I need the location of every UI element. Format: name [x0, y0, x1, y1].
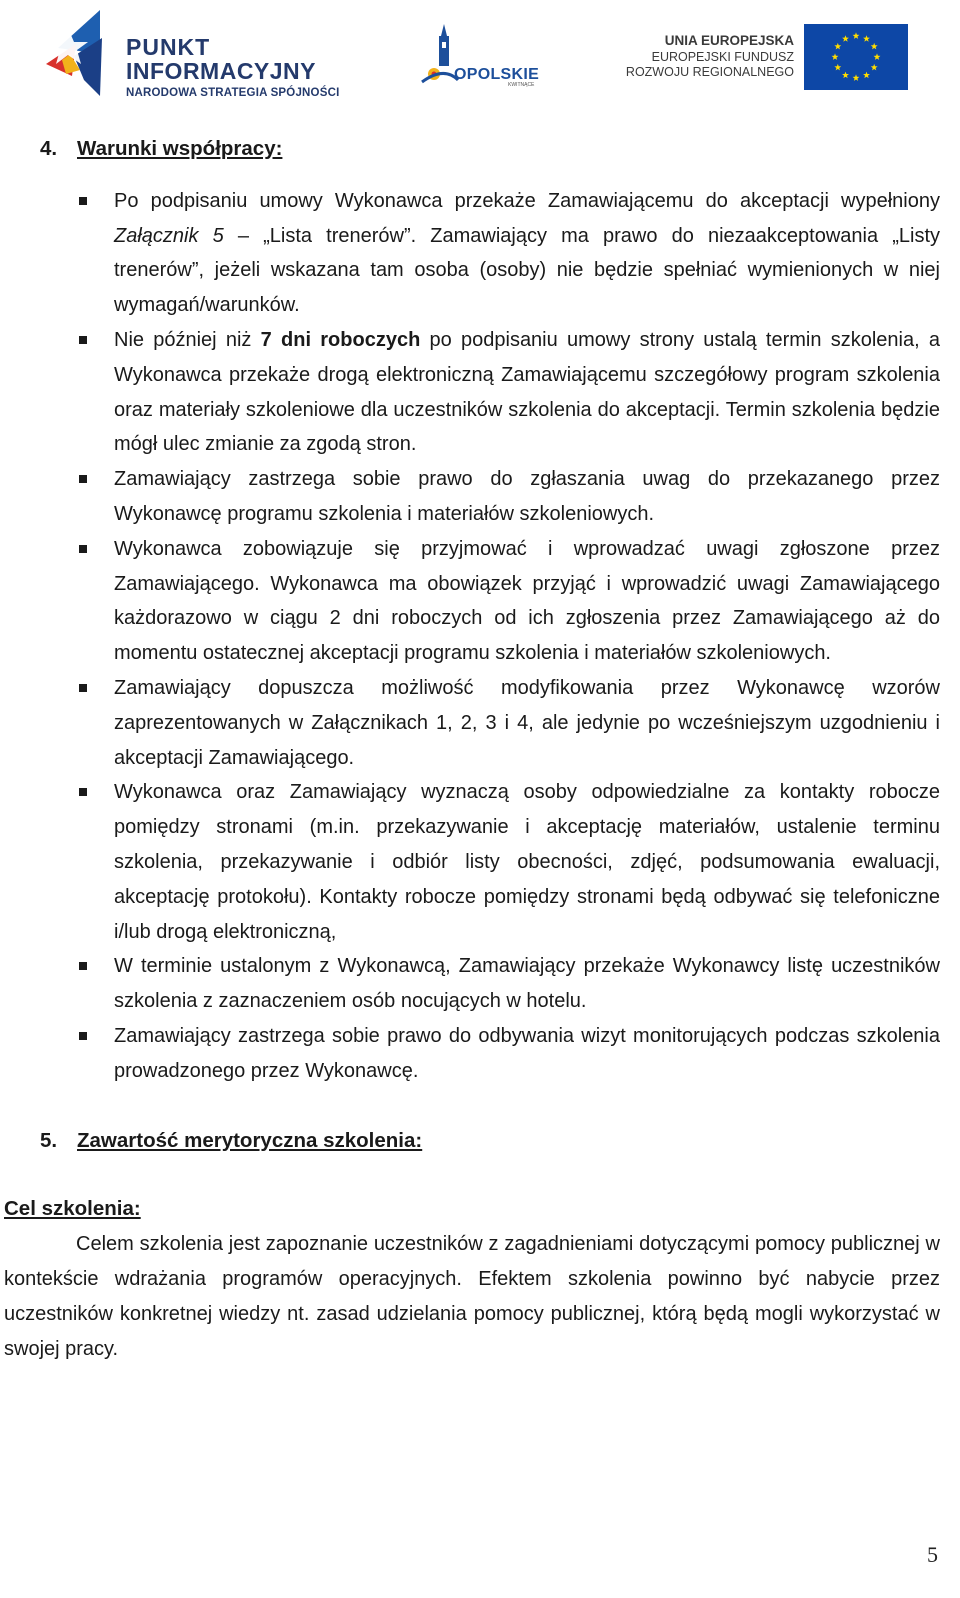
- eu-star-icon: [842, 35, 849, 42]
- eu-stars-icon: [804, 24, 908, 90]
- list-item: [4, 949, 940, 1019]
- square-bullet-icon: [79, 1032, 87, 1040]
- bullet-text: Nie później niż: [114, 328, 261, 351]
- bullet-italic-text: Załącznik 5: [114, 224, 224, 247]
- eu-star-icon: [863, 35, 870, 42]
- pi-line3: NARODOWA STRATEGIA SPÓJNOŚCI: [126, 87, 340, 99]
- pi-wordmark: [126, 36, 339, 100]
- square-bullet-icon: [79, 197, 87, 205]
- eu-star-icon: [834, 43, 841, 50]
- opolskie-tagline: KWITNĄCE: [508, 82, 535, 88]
- list-item: [4, 775, 940, 949]
- list-item: [4, 184, 940, 323]
- eu-flag-icon: [804, 24, 908, 90]
- punkt-informacyjny-logo: [40, 8, 360, 100]
- section-4-heading: [4, 132, 940, 167]
- eu-star-icon: [871, 64, 878, 71]
- opolskie-wordmark: OPOLSKIE: [454, 66, 540, 83]
- eu-star-icon: [871, 43, 878, 50]
- list-item: [4, 323, 940, 462]
- bullet-bold-text: 7 dni roboczych: [260, 328, 421, 351]
- pi-line2: INFORMACYJNY: [126, 58, 317, 84]
- square-bullet-icon: [79, 475, 87, 483]
- eu-star-icon: [853, 74, 860, 81]
- section-5-title: Zawartość merytoryczna szkolenia:: [77, 1128, 423, 1152]
- list-item: [4, 1019, 940, 1089]
- eu-line2: EUROPEJSKI FUNDUSZ: [651, 49, 794, 64]
- bullet-text: Po podpisaniu umowy Wykonawca przekaże Zamawiającemu do akceptacji wypełniony: [114, 189, 940, 212]
- document-body: [4, 132, 940, 1366]
- square-bullet-icon: [79, 545, 87, 553]
- cel-szkolenia-heading: Cel szkolenia:: [4, 1197, 141, 1221]
- square-bullet-icon: [79, 336, 87, 344]
- eu-logo: [625, 24, 908, 92]
- bullet-text: Zamawiający zastrzega sobie prawo do zgłaszania uwag do przekazanego przez Wykonawcę programu szkolenia i materiałów szkoleniowych.: [114, 468, 940, 525]
- opolskie-logo: [418, 22, 544, 94]
- eu-star-icon: [832, 53, 839, 60]
- eu-line3: ROZWOJU REGIONALNEGO: [625, 65, 794, 79]
- page-header: [0, 0, 960, 112]
- section-4-title: Warunki współpracy:: [77, 137, 283, 160]
- eu-star-icon: [834, 64, 841, 71]
- bullet-text: – „Lista trenerów”. Zamawiający ma prawo do niezaakceptowania „Listy trenerów”, jeżeli wskazana tam osoba (osoby) nie będzie spełniać wymienionych w niej wymagań/warunków.: [114, 224, 941, 317]
- eu-star-icon: [863, 72, 870, 79]
- list-item: [4, 671, 940, 775]
- square-bullet-icon: [79, 962, 87, 970]
- cel-szkolenia-paragraph: Celem szkolenia jest zapoznanie uczestników z zagadnieniami dotyczącymi pomocy publicznej w kontekście wdrażania programów operacyjnych. Efektem szkolenia powinno być nabycie przez uczestników konkretnej wiedzy nt. zasad udzielania pomocy publicznej, którą będą mogli wykorzystać w swojej pracy.: [4, 1233, 940, 1360]
- eu-star-icon: [853, 32, 860, 39]
- section-5-heading: [4, 1124, 940, 1159]
- bullet-text: W terminie ustalonym z Wykonawcą, Zamawiający przekaże Wykonawcy listę uczestników szkolenia z zaznaczeniem osób nocujących w hotelu.: [114, 955, 940, 1013]
- eu-star-icon: [874, 53, 881, 60]
- bullet-text: Wykonawca oraz Zamawiający wyznaczą osoby odpowiedzialne za kontakty robocze pomiędzy stronami (m.in. przekazywanie i akceptację materiałów, ustalenie terminu szkolenia, przekazywanie i odbiór listy obecności, zdjęć, podsumowania ewaluacji, akceptację protokołu). Kontakty robocze pomiędzy stronami będą odbywać się telefoniczne i/lub drogą elektroniczną,: [114, 781, 940, 943]
- bullet-text: Zamawiający dopuszcza możliwość modyfikowania przez Wykonawcę wzorów zaprezentowanych w Załącznikach 1, 2, 3 i 4, ale jedynie po wcześniejszym uzgodnieniu i akceptacji Zamawiającego.: [114, 676, 940, 769]
- pi-line1: PUNKT: [126, 34, 211, 60]
- bullet-text: Wykonawca zobowiązuje się przyjmować i wprowadzać uwagi zgłoszone przez Zamawiającego. Wykonawca ma obowiązek przyjąć i wprowadzić uwagi Zamawiającego każdorazowo w ciągu 2 dni roboczych od ich zgłoszenia przez Zamawiającego aż do momentu ostatecznej akceptacji programu szkolenia i materiałów szkoleniowych.: [114, 537, 940, 665]
- bullet-text: Zamawiający zastrzega sobie prawo do odbywania wizyt monitorujących podczas szkolenia prowadzonego przez Wykonawcę.: [114, 1024, 940, 1082]
- star-logo-icon: [40, 8, 122, 100]
- section-5-number: 5.: [40, 1128, 58, 1152]
- eu-line1: UNIA EUROPEJSKA: [664, 33, 794, 48]
- bullet-text: po podpisaniu umowy strony ustalą termin szkolenia, a Wykonawca przekaże drogą elektroniczną Zamawiającemu szczegółowy program szkolenia oraz materiały szkoleniowe dla uczestników szkolenia do akceptacji. Termin szkolenia będzie mógł ulec zmianie za zgodą stron.: [114, 328, 940, 456]
- section-4-bullet-list: [4, 184, 940, 1089]
- section-4-number: 4.: [40, 137, 58, 160]
- list-item: [4, 462, 940, 532]
- square-bullet-icon: [79, 684, 87, 692]
- eu-star-icon: [842, 72, 849, 79]
- page-number: 5: [927, 1542, 938, 1567]
- square-bullet-icon: [79, 788, 87, 796]
- list-item: [4, 532, 940, 671]
- eu-wordmark: [626, 34, 794, 79]
